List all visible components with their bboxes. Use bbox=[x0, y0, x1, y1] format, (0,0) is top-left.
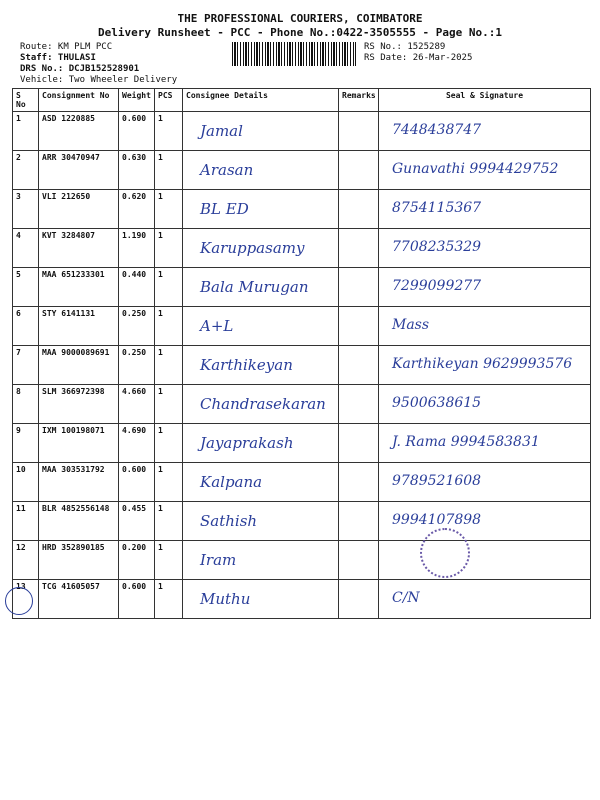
weight: 0.200 bbox=[119, 541, 155, 580]
col-remarks: Remarks bbox=[339, 89, 379, 112]
barcode bbox=[232, 42, 356, 66]
weight: 4.690 bbox=[119, 424, 155, 463]
row-sno: 13 bbox=[13, 580, 39, 619]
remarks bbox=[339, 541, 379, 580]
remarks bbox=[339, 112, 379, 151]
consignee-name: Karuppasamy bbox=[200, 239, 305, 257]
weight: 0.250 bbox=[119, 307, 155, 346]
signature: 7299099277 bbox=[392, 278, 482, 294]
remarks bbox=[339, 580, 379, 619]
table-row bbox=[13, 190, 591, 229]
row-sno: 6 bbox=[13, 307, 39, 346]
consignment-number: BLR 4852556148 bbox=[39, 502, 119, 541]
col-pcs: PCS bbox=[155, 89, 183, 112]
consignment-number: KVT 3284807 bbox=[39, 229, 119, 268]
signature: 8754115367 bbox=[392, 200, 482, 216]
row-sno: 10 bbox=[13, 463, 39, 502]
signature-cell bbox=[379, 229, 591, 268]
consignment-number: HRD 352890185 bbox=[39, 541, 119, 580]
consignee-name: BL ED bbox=[200, 200, 249, 218]
signature-cell bbox=[379, 268, 591, 307]
pieces: 1 bbox=[155, 229, 183, 268]
consignee-name: Arasan bbox=[200, 161, 254, 179]
consignee-name: Iram bbox=[200, 551, 237, 569]
consignee-name-cell bbox=[183, 463, 339, 502]
row-sno: 7 bbox=[13, 346, 39, 385]
signature-cell bbox=[379, 580, 591, 619]
consignment-number: TCG 41605057 bbox=[39, 580, 119, 619]
row-sno: 1 bbox=[13, 112, 39, 151]
pieces: 1 bbox=[155, 580, 183, 619]
consignment-number: STY 6141131 bbox=[39, 307, 119, 346]
weight: 0.250 bbox=[119, 346, 155, 385]
signature-cell bbox=[379, 424, 591, 463]
table-row bbox=[13, 307, 591, 346]
row-sno: 12 bbox=[13, 541, 39, 580]
remarks bbox=[339, 268, 379, 307]
table-header bbox=[13, 89, 591, 112]
weight: 1.190 bbox=[119, 229, 155, 268]
route: Route: KM PLM PCC bbox=[20, 42, 113, 52]
signature-cell bbox=[379, 112, 591, 151]
weight: 0.600 bbox=[119, 112, 155, 151]
signature-cell bbox=[379, 541, 591, 580]
table-row bbox=[13, 502, 591, 541]
signature-cell bbox=[379, 307, 591, 346]
consignee-name-cell bbox=[183, 580, 339, 619]
consignee-name-cell bbox=[183, 502, 339, 541]
remarks bbox=[339, 346, 379, 385]
consignee-name: A+L bbox=[200, 317, 234, 335]
table-row bbox=[13, 268, 591, 307]
consignee-name-cell bbox=[183, 424, 339, 463]
consignee-name-cell bbox=[183, 112, 339, 151]
consignee-name: Jamal bbox=[200, 122, 243, 140]
consignee-name: Jayaprakash bbox=[200, 434, 294, 452]
consignment-number: IXM 100198071 bbox=[39, 424, 119, 463]
remarks bbox=[339, 424, 379, 463]
pieces: 1 bbox=[155, 463, 183, 502]
signature-cell bbox=[379, 190, 591, 229]
table-row bbox=[13, 112, 591, 151]
signature-cell bbox=[379, 463, 591, 502]
signature-cell bbox=[379, 385, 591, 424]
seal-stamp bbox=[420, 528, 470, 578]
consignee-name: Karthikeyan bbox=[200, 356, 293, 374]
consignee-name: Muthu bbox=[200, 590, 251, 608]
row-sno: 2 bbox=[13, 151, 39, 190]
remarks bbox=[339, 190, 379, 229]
row-sno: 4 bbox=[13, 229, 39, 268]
consignee-name: Bala Murugan bbox=[200, 278, 309, 296]
rs-number: RS No.: 1525289 bbox=[364, 42, 446, 52]
weight: 0.600 bbox=[119, 580, 155, 619]
signature-cell bbox=[379, 346, 591, 385]
table-row bbox=[13, 346, 591, 385]
pieces: 1 bbox=[155, 502, 183, 541]
pieces: 1 bbox=[155, 112, 183, 151]
staff: Staff: THULASI bbox=[20, 53, 96, 63]
pieces: 1 bbox=[155, 424, 183, 463]
consignment-number: MAA 303531792 bbox=[39, 463, 119, 502]
consignment-number: SLM 366972398 bbox=[39, 385, 119, 424]
col-sno: S No bbox=[13, 89, 39, 112]
row-sno: 9 bbox=[13, 424, 39, 463]
consignee-name-cell bbox=[183, 307, 339, 346]
table-row bbox=[13, 229, 591, 268]
remarks bbox=[339, 502, 379, 541]
signature: Gunavathi 9994429752 bbox=[392, 161, 559, 177]
remarks bbox=[339, 229, 379, 268]
col-signature: Seal & Signature bbox=[379, 89, 591, 112]
signature: J. Rama 9994583831 bbox=[392, 434, 540, 450]
rs-date: RS Date: 26-Mar-2025 bbox=[364, 53, 473, 63]
consignment-number: ARR 30470947 bbox=[39, 151, 119, 190]
signature: 7708235329 bbox=[392, 239, 482, 255]
table-row bbox=[13, 385, 591, 424]
consignee-name: Chandrasekaran bbox=[200, 395, 326, 413]
pieces: 1 bbox=[155, 385, 183, 424]
remarks bbox=[339, 151, 379, 190]
weight: 4.660 bbox=[119, 385, 155, 424]
consignment-number: MAA 651233301 bbox=[39, 268, 119, 307]
consignee-name-cell bbox=[183, 229, 339, 268]
pieces: 1 bbox=[155, 190, 183, 229]
table-row bbox=[13, 541, 591, 580]
signature-cell bbox=[379, 502, 591, 541]
pieces: 1 bbox=[155, 151, 183, 190]
weight: 0.630 bbox=[119, 151, 155, 190]
row-sno: 8 bbox=[13, 385, 39, 424]
consignee-name-cell bbox=[183, 151, 339, 190]
runsheet-table bbox=[12, 88, 591, 619]
vehicle: Vehicle: Two Wheeler Delivery bbox=[20, 75, 178, 85]
signature: 7448438747 bbox=[392, 122, 482, 138]
remarks bbox=[339, 385, 379, 424]
consignment-number: MAA 9000089691 bbox=[39, 346, 119, 385]
weight: 0.620 bbox=[119, 190, 155, 229]
signature bbox=[382, 543, 587, 551]
pieces: 1 bbox=[155, 307, 183, 346]
row-sno: 11 bbox=[13, 502, 39, 541]
weight: 0.600 bbox=[119, 463, 155, 502]
drs-number: DRS No.: DCJB152528901 bbox=[20, 64, 140, 74]
signature: 9994107898 bbox=[392, 512, 482, 528]
signature: C/N bbox=[392, 590, 420, 606]
col-weight: Weight bbox=[119, 89, 155, 112]
col-consignee: Consignee Details bbox=[183, 89, 339, 112]
consignee-name: Kalpana bbox=[200, 473, 263, 491]
signature-cell bbox=[379, 151, 591, 190]
row-13-circle-mark bbox=[5, 587, 33, 615]
signature: Karthikeyan 9629993576 bbox=[392, 356, 573, 372]
table-row bbox=[13, 463, 591, 502]
row-sno: 3 bbox=[13, 190, 39, 229]
weight: 0.455 bbox=[119, 502, 155, 541]
pieces: 1 bbox=[155, 346, 183, 385]
consignment-number: VLI 212650 bbox=[39, 190, 119, 229]
table-row bbox=[13, 580, 591, 619]
remarks bbox=[339, 463, 379, 502]
runsheet-subtitle: Delivery Runsheet - PCC - Phone No.:0422-3505555 - Page No.:1 bbox=[98, 26, 502, 39]
consignment-number: ASD 1220885 bbox=[39, 112, 119, 151]
col-consignment: Consignment No bbox=[39, 89, 119, 112]
table-row bbox=[13, 424, 591, 463]
consignee-name-cell bbox=[183, 268, 339, 307]
company-name: THE PROFESSIONAL COURIERS, COIMBATORE bbox=[177, 12, 423, 25]
consignee-name-cell bbox=[183, 190, 339, 229]
pieces: 1 bbox=[155, 268, 183, 307]
signature: Mass bbox=[392, 317, 430, 333]
consignee-name-cell bbox=[183, 541, 339, 580]
runsheet-title bbox=[0, 12, 600, 40]
signature: 9500638615 bbox=[392, 395, 482, 411]
table-row bbox=[13, 151, 591, 190]
consignee-name-cell bbox=[183, 385, 339, 424]
remarks bbox=[339, 307, 379, 346]
consignee-name-cell bbox=[183, 346, 339, 385]
row-sno: 5 bbox=[13, 268, 39, 307]
pieces: 1 bbox=[155, 541, 183, 580]
consignee-name: Sathish bbox=[200, 512, 258, 530]
signature: 9789521608 bbox=[392, 473, 482, 489]
weight: 0.440 bbox=[119, 268, 155, 307]
